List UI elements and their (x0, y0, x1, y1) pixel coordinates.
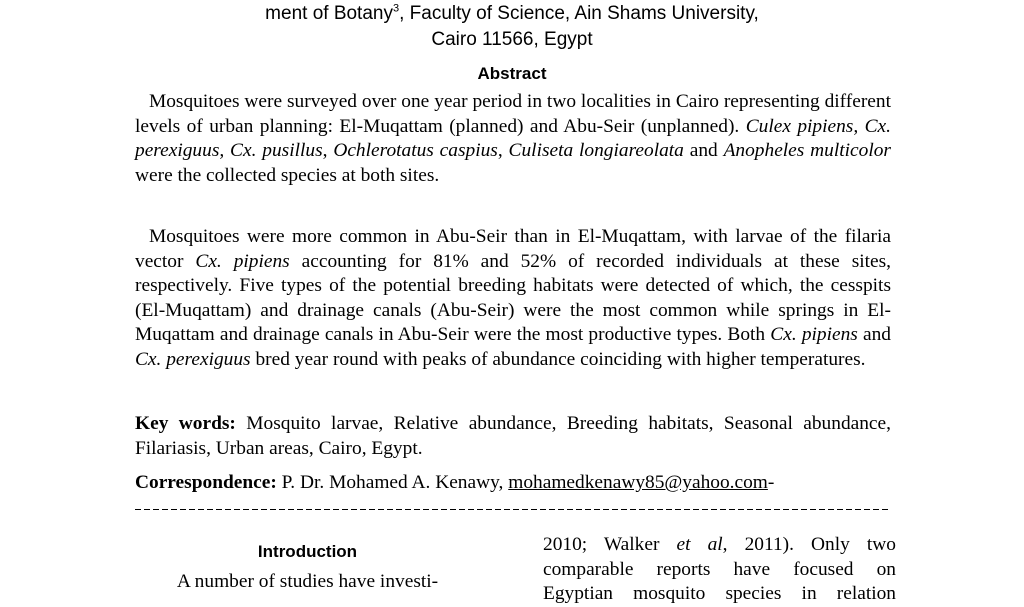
correspondence-email-link[interactable]: mohamedkenawy85@yahoo.com (508, 472, 768, 493)
species-name: Anopheles multicolor (723, 140, 891, 162)
right-column-text (543, 533, 896, 607)
species-name: Cx. pipiens (195, 250, 290, 272)
section-divider (135, 503, 891, 517)
species-name: Cx. perexiguus (135, 348, 251, 370)
correspondence-trail: - (767, 472, 775, 493)
text-line: Egyptian mosquito species in relation (543, 583, 896, 604)
species-name: Cx. pipiens (770, 324, 858, 346)
affiliation-text-cont: , Faculty of Science, Ain Shams University, (399, 3, 759, 24)
species-name: Culiseta longiareolata (508, 140, 684, 162)
species-name: Ochlerotatus caspius (333, 140, 498, 162)
abstract-paragraph-2: Mosquitoes were more common in Abu-Seir than in El-Muqattam, with larvae of the filaria vector Cx. pipiens accounting for 81% and 52% of recorded individuals at these sites, respectively. Five types of the potential breeding habitats were detected of which, the cesspits (El-Muqattam) and drainage canals (Abu-Seir) were the most common while springs in El-Muqattam and drainage canals in Abu-Seir were the most productive types. Both Cx. pipiens and Cx. perexiguus bred year round with peaks of abundance coinciding with higher temperatures. (135, 226, 892, 370)
keywords-label: Key words: (135, 413, 236, 434)
affiliation-text: ment of Botany (265, 3, 393, 24)
affiliation-line (0, 2, 1024, 26)
text-line: comparable reports have focused on (543, 558, 896, 580)
introduction-heading: Introduction (257, 542, 358, 561)
affiliation-superscript: 3 (392, 2, 400, 15)
affiliation-address: Cairo 11566, Egypt (431, 29, 593, 50)
abstract-paragraph-1: Mosquitoes were surveyed over one year period in two localities in Cairo representing different levels of urban planning: El-Muqattam (planned) and Abu-Seir (unplanned). Culex pipiens, Cx. perexiguus, Cx. pusillus, Ochlerotatus caspius, Culiseta longiareolata and Anopheles multicolor were the collected species at both sites. (135, 91, 891, 186)
abstract-heading: Abstract (477, 64, 547, 83)
correspondence-label: Correspondence: (135, 472, 277, 493)
introduction-text: A number of studies have investi- (176, 571, 439, 592)
text-line: 2010; Walker et al, 2011). Only two (543, 534, 897, 555)
keywords-paragraph (135, 412, 891, 461)
species-names: Culex pipiens, Cx. perexiguus, Cx. pusillus (135, 115, 891, 162)
keywords-text: Mosquito larvae, Relative abundance, Breeding habitats, Seasonal abundance, Filariasis, Urban areas, Cairo, Egypt. (135, 413, 891, 459)
correspondence-line (135, 471, 891, 496)
correspondence-name: P. Dr. Mohamed A. Kenawy, (276, 472, 509, 493)
